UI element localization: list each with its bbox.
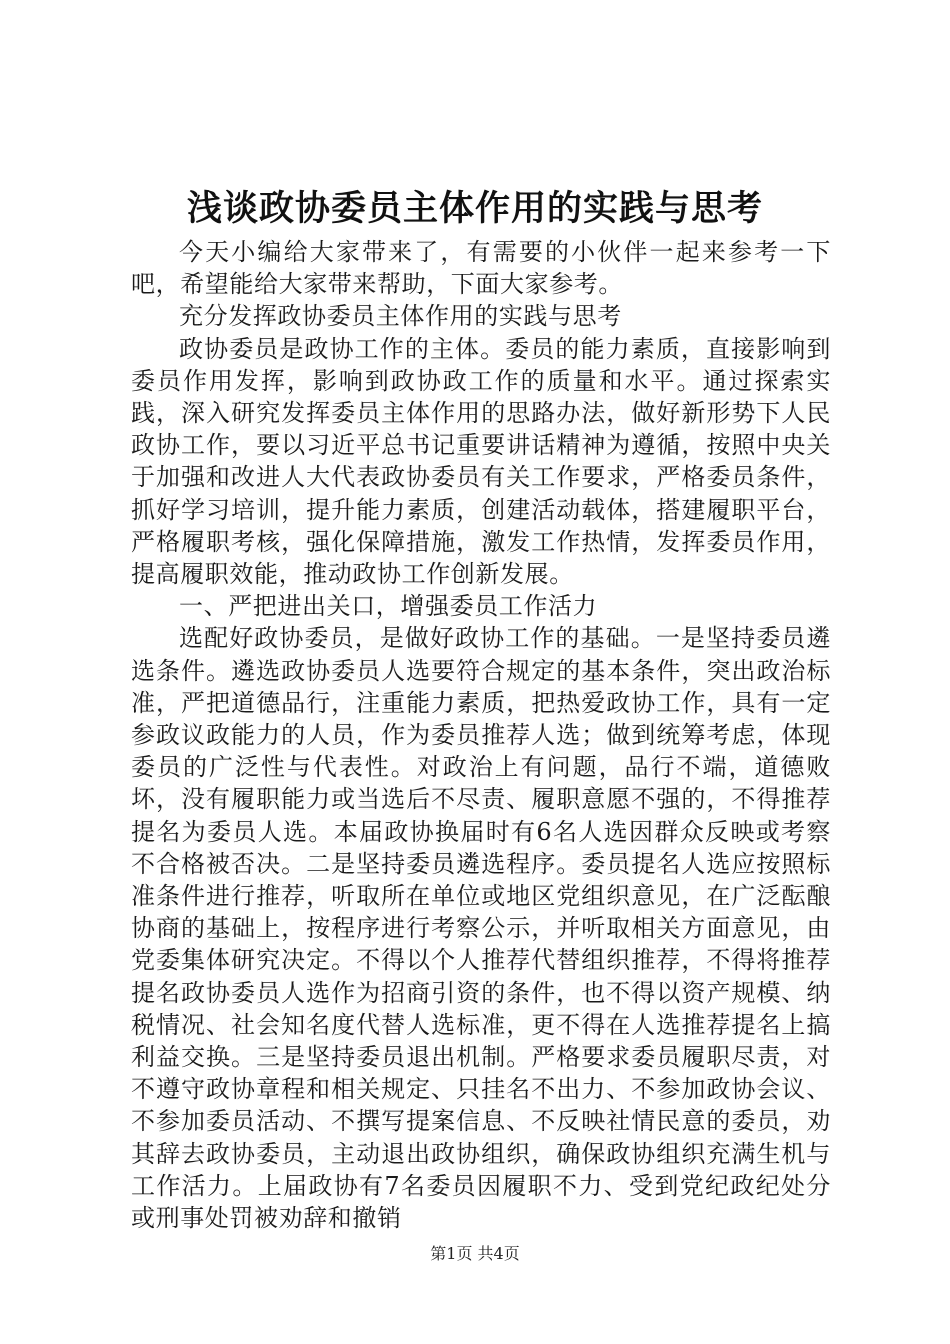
overview-paragraph: 政协委员是政协工作的主体。委员的能力素质，直接影响到委员作用发挥，影响到政协政工作的质量和水平。通过探索实践，深入研究发挥委员主体作用的思路办法，做好新形势下人民政协工作，要以习近平总书记重要讲话精神为遵循，按照中央关于加强和改进人大代表政协委员有关工作要求，严格委员条件，抓好学习培训，提升能力素质，创建活动载体，搭建履职平台，严格履职考核，强化保障措施，激发工作热情，发挥委员作用，提高履职效能，推动政协工作创新发展。 bbox=[131, 334, 831, 589]
document-body bbox=[131, 236, 831, 1234]
section-heading: 一、严把进出关口，增强委员工作活力 bbox=[179, 592, 598, 621]
page-number-footer: 第1页 共4页 bbox=[430, 1244, 520, 1263]
document-title: 浅谈政协委员主体作用的实践与思考 bbox=[186, 188, 763, 229]
intro-paragraph: 今天小编给大家带来了，有需要的小伙伴一起来参考一下吧，希望能给大家带来帮助，下面大家参考。 bbox=[131, 238, 831, 299]
subtitle-paragraph: 充分发挥政协委员主体作用的实践与思考 bbox=[179, 302, 622, 331]
section-paragraph: 选配好政协委员，是做好政协工作的基础。一是坚持委员遴选条件。遴选政协委员人选要符合规定的基本条件，突出政治标准，严把道德品行，注重能力素质，把热爱政协工作，具有一定参政议政能力的人员，作为委员推荐人选；做到统筹考虑，体现委员的广泛性与代表性。对政治上有问题，品行不端，道德败坏，没有履职能力或当选后不尽责、履职意愿不强的，不得推荐提名为委员人选。本届政协换届时有6名人选因群众反映或考察不合格被否决。二是坚持委员遴选程序。委员提名人选应按照标准条件进行推荐，听取所在单位或地区党组织意见，在广泛酝酿协商的基础上，按程序进行考察公示，并听取相关方面意见，由党委集体研究决定。不得以个人推荐代替组织推荐，不得将推荐提名政协委员人选作为招商引资的条件，也不得以资产规模、纳税情况、社会知名度代替人选标准，更不得在人选推荐提名上搞利益交换。三是坚持委员退出机制。严格要求委员履职尽责，对不遵守政协章程和相关规定、只挂名不出力、不参加政协会议、不参加委员活动、不撰写提案信息、不反映社情民意的委员，劝其辞去政协委员，主动退出政协组织，确保政协组织充满生机与工作活力。上届政协有7名委员因履职不力、受到党纪政纪处分或刑事处罚被劝辞和撤销 bbox=[131, 624, 831, 1233]
